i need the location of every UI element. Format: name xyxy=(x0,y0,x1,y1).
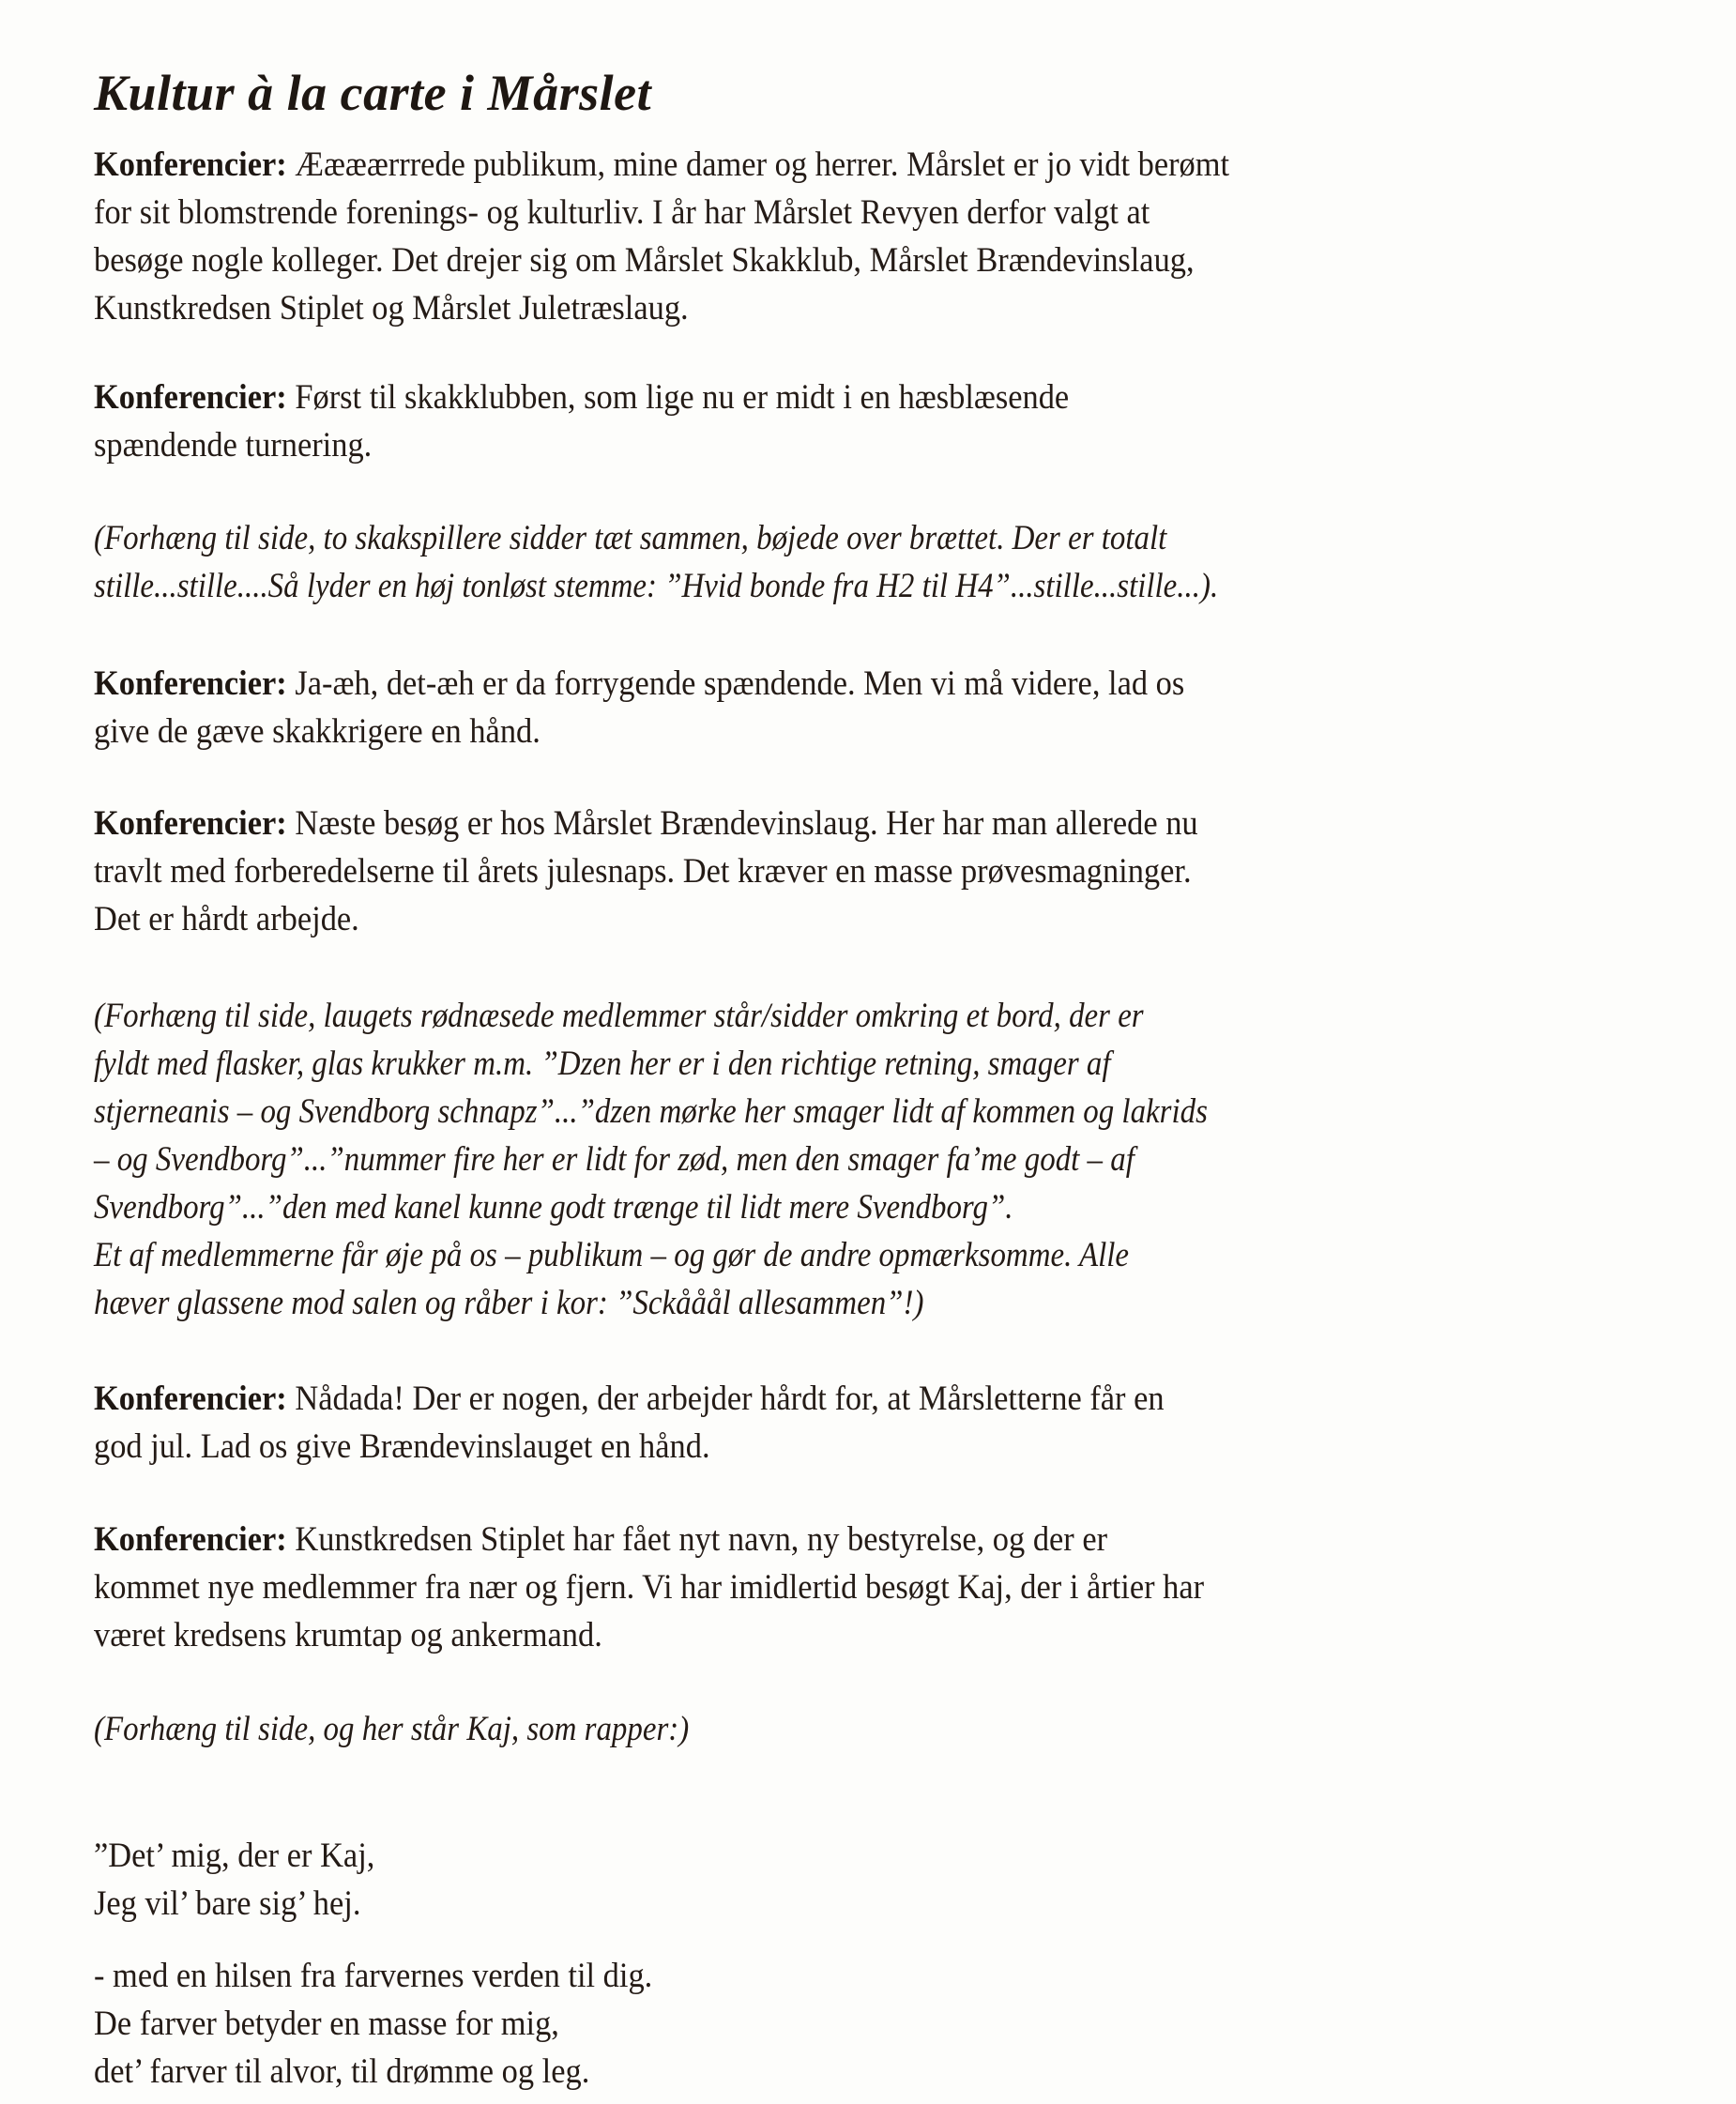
text-line: god jul. Lad os give Brændevinslauget en hånd. xyxy=(94,1427,710,1466)
text-line: Et af medlemmerne får øje på os – publikum – og gør de andre opmærksomme. Alle xyxy=(94,1236,1130,1274)
verse-line: De farver betyder en masse for mig, xyxy=(94,2005,559,2043)
verse-line: Jeg vil’ bare sig’ hej. xyxy=(94,1884,361,1923)
text-line: besøge nogle kolleger. Det drejer sig om Mårslet Skakklub, Mårslet Brændevinslaug, xyxy=(94,241,1195,280)
text-line xyxy=(94,660,1184,708)
text-line: kommet nye medlemmer fra nær og fjern. Vi har imidlertid besøgt Kaj, der i årtier har xyxy=(94,1568,1205,1607)
line-text: Kunstkredsen Stiplet har fået nyt navn, ny bestyrelse, og der er xyxy=(295,1520,1108,1559)
text-line: – og Svendborg”...”nummer fire her er lidt for zød, men den smager fa’me godt – af xyxy=(94,1140,1134,1179)
stage-direction xyxy=(94,1705,689,1753)
text-line: travlt med forberedelserne til årets julesnaps. Det kræver en masse prøvesmagninger. xyxy=(94,852,1192,891)
stage-direction xyxy=(94,514,1218,610)
rap-verse xyxy=(94,1952,652,2096)
line-text: Først til skakklubben, som lige nu er midt i en hæsblæsende xyxy=(295,378,1070,417)
verse-line: det’ farver til alvor, til drømme og leg. xyxy=(94,2052,590,2091)
line-text: Nådada! Der er nogen, der arbejder hårdt for, at Mårsletterne får en xyxy=(295,1380,1165,1418)
speaker-label: Konferencier: xyxy=(94,1380,287,1418)
text-line: (Forhæng til side, to skakspillere sidder tæt sammen, bøjede over brættet. Der er totalt xyxy=(94,519,1167,557)
line-text: Ja-æh, det-æh er da forrygende spændende. Men vi må videre, lad os xyxy=(295,664,1185,703)
line-text: Æææærrrede publikum, mine damer og herrer. Mårslet er jo vidt berømt xyxy=(295,145,1230,184)
verse-line: - med en hilsen fra farvernes verden til dig. xyxy=(94,1957,653,1995)
text-line: hæver glassene mod salen og råber i kor: ”Sckååål allesammen”!) xyxy=(94,1284,924,1322)
dialogue-paragraph xyxy=(94,800,1198,943)
text-line: spændende turnering. xyxy=(94,426,373,465)
text-line: stjerneanis – og Svendborg schnapz”...”dzen mørke her smager lidt af kommen og lakrids xyxy=(94,1092,1208,1131)
line-text: Næste besøg er hos Mårslet Brændevinslaug. Her har man allerede nu xyxy=(295,804,1198,843)
dialogue-paragraph xyxy=(94,1516,1204,1659)
speaker-label: Konferencier: xyxy=(94,664,287,703)
text-line xyxy=(94,800,1198,847)
text-line: været kredsens krumtap og ankermand. xyxy=(94,1616,602,1654)
text-line xyxy=(94,1375,1165,1423)
dialogue-paragraph xyxy=(94,141,1229,332)
text-line: fyldt med flasker, glas krukker m.m. ”Dzen her er i den richtige retning, smager af xyxy=(94,1044,1111,1083)
dialogue-paragraph xyxy=(94,374,1069,469)
text-line: Det er hårdt arbejde. xyxy=(94,900,359,938)
text-line xyxy=(94,374,1069,421)
text-line: (Forhæng til side, og her står Kaj, som rapper:) xyxy=(94,1710,690,1748)
text-line: give de gæve skakkrigere en hånd. xyxy=(94,712,541,751)
text-line: Svendborg”...”den med kanel kunne godt trænge til lidt mere Svendborg”. xyxy=(94,1188,1013,1227)
speaker-label: Konferencier: xyxy=(94,1520,287,1559)
dialogue-paragraph xyxy=(94,660,1184,755)
document-title: Kultur à la carte i Mårslet xyxy=(94,65,652,122)
rap-verse xyxy=(94,1832,374,1928)
dialogue-paragraph xyxy=(94,1375,1165,1471)
speaker-label: Konferencier: xyxy=(94,378,287,417)
speaker-label: Konferencier: xyxy=(94,804,287,843)
text-line xyxy=(94,1516,1204,1563)
speaker-label: Konferencier: xyxy=(94,145,287,184)
stage-direction xyxy=(94,992,1208,1327)
verse-line: ”Det’ mig, der er Kaj, xyxy=(94,1837,375,1875)
text-line: for sit blomstrende forenings- og kulturliv. I år har Mårslet Revyen derfor valgt at xyxy=(94,193,1150,232)
text-line: (Forhæng til side, laugets rødnæsede medlemmer står/sidder omkring et bord, der er xyxy=(94,997,1144,1035)
text-line xyxy=(94,141,1229,189)
text-line: stille...stille....Så lyder en høj tonløst stemme: ”Hvid bonde fra H2 til H4”...stille...stille...). xyxy=(94,567,1219,605)
text-line: Kunstkredsen Stiplet og Mårslet Juletræslaug. xyxy=(94,289,689,328)
